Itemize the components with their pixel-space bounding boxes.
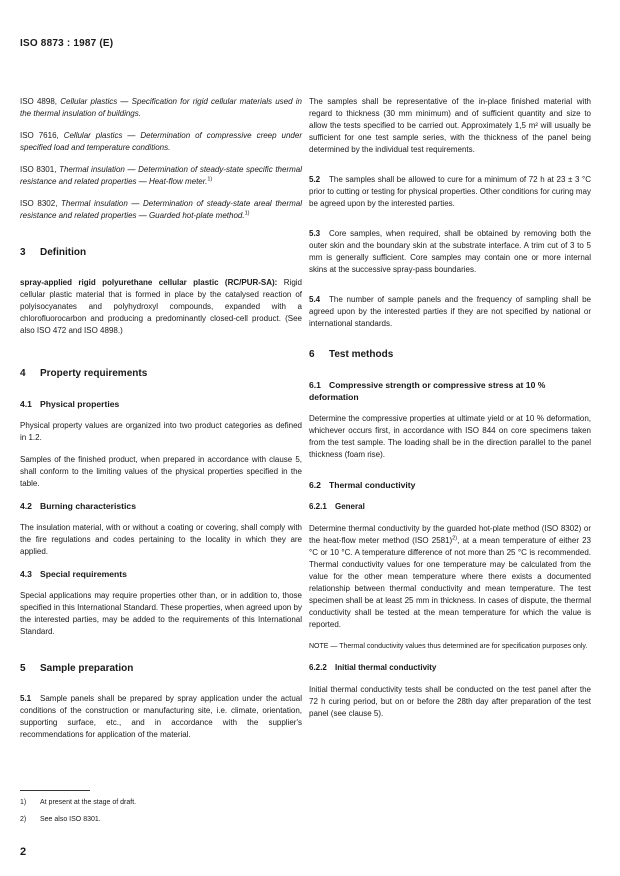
reference-iso-8301: ISO 8301, Thermal insulation — Determination of steady-state specific thermal resistance and related properties — Heat-flow meter.$^{1)}$ bbox=[20, 165, 302, 186]
section-4-2-heading: 4.2 Burning characteristics bbox=[20, 501, 136, 511]
footnote-ref: 1) bbox=[244, 210, 250, 217]
section-4-1-heading: 4.1 Physical properties bbox=[20, 399, 120, 409]
left-column bbox=[20, 96, 302, 741]
page-number: 2 bbox=[20, 846, 27, 858]
section-5-1-paragraph: 5.1 Sample panels shall be prepared by spray application under the actual conditions of the construction or manufacturing site, i.e. climate, orientation, supporting surface, etc., and in accordance with the supplier's recommendations for application of the material. bbox=[20, 694, 302, 739]
section-4-1-paragraph-2: Samples of the finished product, when prepared in accordance with clause 5, shall conform to the limiting values of the physical properties specified in the table. bbox=[20, 455, 302, 488]
section-6-1-paragraph: Determine the compressive properties at ultimate yield or at 10 % deformation, whichever occurs first, in accordance with ISO 844 on core specimens taken from the test sample. The loading shall be in the direction parallel to the panel thickness (foam rise). bbox=[309, 414, 591, 459]
section-6-1-heading: 6.1 Compressive strength or compressive stress at 10 % deformation bbox=[309, 380, 546, 402]
section-5-4-paragraph: 5.4 The number of sample panels and the frequency of sampling shall be agreed upon by the interested parties if they are not specified by national or international standards. bbox=[309, 295, 591, 328]
definition-paragraph: spray-applied rigid polyurethane cellular plastic (RC/PUR-SA): Rigid cellular plastic material that is formed in place by the catalysed reaction of polyisocyanates and polyhydroxyl compounds, expanded with a chlorofluorocarbon and producing a predominantly closed-cell product. (See also ISO 472 and ISO 4898.) bbox=[20, 278, 302, 335]
section-5-3-paragraph: 5.3 Core samples, when required, shall be obtained by removing both the outer skin and the boundary skin at the substrate interface. A trim cut of 3 to 5 mm is generally sufficient. Core samples may contain one or more internal skins at the successive spray-pass boundaries. bbox=[309, 229, 591, 274]
section-4-heading: 4 Property requirements bbox=[20, 368, 148, 379]
section-6-heading: 6 Test methods bbox=[309, 349, 394, 360]
note: NOTE — Thermal conductivity values thus determined are for specification purposes only. bbox=[309, 643, 588, 650]
reference-iso-7616: ISO 7616, Cellular plastics — Determination of compressive creep under specified load and temperature conditions. bbox=[20, 131, 302, 152]
reference-iso-4898: ISO 4898, Cellular plastics — Specification for rigid cellular materials used in the thermal insulation of buildings. bbox=[20, 97, 302, 118]
right-column bbox=[309, 96, 591, 720]
section-6-2-1-heading: 6.2.1 General bbox=[309, 502, 365, 511]
section-5-heading: 5 Sample preparation bbox=[20, 663, 134, 674]
section-4-3-paragraph: Special applications may require properties other than, or in addition to, those specified in this International Standard. These properties, when agreed upon by the interested parties, may be added to the requirements of this International Standard. bbox=[20, 591, 302, 636]
sample-representative-paragraph: The samples shall be representative of the in-place finished material with regard to thickness (30 mm minimum) and of sufficient quantity and size to allow the tests specified to be carried out. Approximately 1,5 m² will usually be sufficient for one test sample series, with the thickness of the panel being determined by the individual test requirements. bbox=[309, 97, 591, 154]
section-6-2-1-paragraph: Determine thermal conductivity by the guarded hot-plate method (ISO 8302) or the heat-flow meter method (ISO 2581)$^{2)}$, at a mean temperature of either 23 °C or 10 °C. A temperature difference of not more than 25 °C is recommended. Thermal conductivity values for one temperature may be calculated from the value for the other mean temperature where there exists a documented relationship between thermal conductivity and mean temperature. The test specimen shall be at least 25 mm in thickness. In cases of dispute, the thermal conductivity shall be tested at the mean temperature for which the value is reported. bbox=[309, 524, 591, 629]
footnote-rule bbox=[20, 790, 90, 791]
section-6-2-2-paragraph: Initial thermal conductivity tests shall be conducted on the test panel after the 72 h curing period, but on or before the 28th day after preparation of the test panel (see clause 5). bbox=[309, 685, 591, 718]
footnote-ref: 1) bbox=[207, 176, 213, 183]
section-4-1-paragraph-1: Physical property values are organized into two product categories as defined in 1.2. bbox=[20, 421, 302, 442]
section-3-heading: 3 Definition bbox=[20, 247, 87, 258]
footnote-2: 2) See also ISO 8301. bbox=[20, 816, 101, 823]
footnote-1: 1) At present at the stage of draft. bbox=[20, 799, 137, 806]
reference-iso-8302: ISO 8302, Thermal insulation — Determination of steady-state areal thermal resistance and related properties — Guarded hot-plate method.$^{1)}$ bbox=[20, 199, 302, 220]
page-header: ISO 8873 : 1987 (E) bbox=[20, 38, 114, 49]
section-6-2-heading: 6.2 Thermal conductivity bbox=[309, 480, 416, 490]
section-5-2-paragraph: 5.2 The samples shall be allowed to cure for a minimum of 72 h at 23 ± 3 °C prior to cutting or testing for physical properties. Other conditions for curing may be agreed upon by the interested parties. bbox=[309, 175, 591, 208]
section-4-2-paragraph: The insulation material, with or without a coating or covering, shall comply with the fire regulations and codes pertaining to the locality in which they are applied. bbox=[20, 523, 302, 556]
footnote-ref: 2) bbox=[452, 535, 458, 542]
section-6-2-2-heading: 6.2.2 Initial thermal conductivity bbox=[309, 663, 437, 672]
section-4-3-heading: 4.3 Special requirements bbox=[20, 569, 127, 579]
